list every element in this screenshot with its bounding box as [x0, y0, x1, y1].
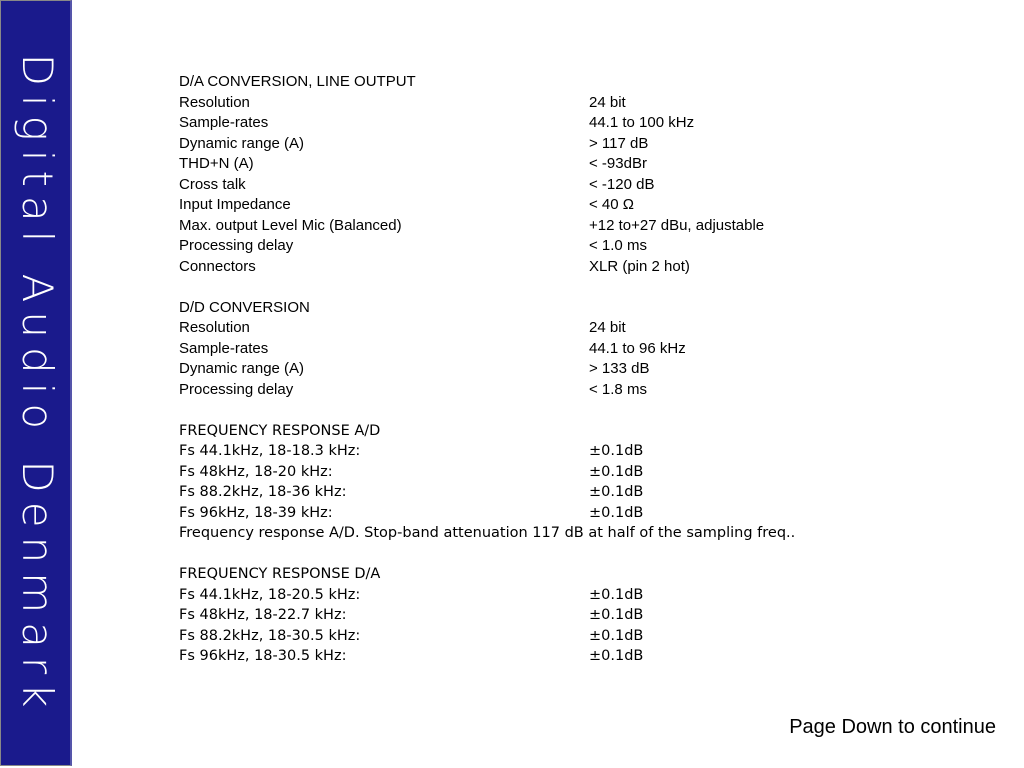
spec-label: Fs 48kHz, 18-20 kHz:	[179, 463, 333, 480]
section-heading-text: FREQUENCY RESPONSE D/A	[179, 566, 381, 582]
spec-label: Fs 44.1kHz, 18-20.5 kHz:	[179, 586, 361, 603]
spec-row	[179, 195, 999, 216]
spec-row	[179, 482, 999, 503]
spec-value: ±0.1dB	[589, 463, 644, 480]
spec-label: Fs 44.1kHz, 18-18.3 kHz:	[179, 443, 361, 459]
spec-row	[179, 216, 999, 237]
section-heading	[179, 421, 999, 442]
spec-row	[179, 462, 999, 483]
spec-row	[179, 318, 999, 339]
spec-label: Connectors	[179, 257, 256, 275]
spec-label: Cross talk	[179, 175, 246, 193]
spec-label: THD+N (A)	[179, 155, 254, 172]
spec-label: Processing delay	[179, 380, 294, 398]
spec-value: < -120 dB	[589, 175, 655, 193]
section-note-text: Frequency response A/D. Stop-band attenuation 117 dB at half of the sampling freq..	[179, 525, 796, 541]
brand-sidebar	[0, 0, 72, 766]
spec-row	[179, 503, 999, 524]
spec-label: Fs 48kHz, 18-22.7 kHz:	[179, 607, 347, 623]
section-spacer	[179, 544, 999, 565]
section-heading-text: D/D CONVERSION	[179, 298, 310, 316]
section-note	[179, 523, 999, 544]
spec-row	[179, 93, 999, 114]
spec-value: ±0.1dB	[589, 607, 644, 623]
section-spacer	[179, 400, 999, 421]
section-heading	[179, 564, 999, 585]
spec-value: > 117 dB	[589, 134, 649, 152]
spec-row	[179, 154, 999, 175]
spec-value: 24 bit	[589, 319, 626, 336]
spec-value: > 133 dB	[589, 360, 650, 377]
spec-value: ±0.1dB	[589, 443, 644, 459]
spec-value: ±0.1dB	[589, 627, 644, 644]
spec-label: Resolution	[179, 93, 250, 111]
spec-row	[179, 236, 999, 257]
spec-row	[179, 175, 999, 196]
section-heading-text: D/A CONVERSION, LINE OUTPUT	[179, 73, 416, 90]
spec-row	[179, 380, 999, 401]
spec-row	[179, 605, 999, 626]
spec-value: XLR (pin 2 hot)	[589, 257, 690, 275]
spec-row	[179, 113, 999, 134]
spec-row	[179, 257, 999, 278]
spec-label: Fs 88.2kHz, 18-36 kHz:	[179, 484, 347, 500]
spec-row	[179, 339, 999, 360]
spec-value: +12 to+27 dBu, adjustable	[589, 216, 765, 234]
spec-value: ±0.1dB	[589, 648, 644, 664]
spec-label: Input Impedance	[179, 196, 291, 213]
spec-label: Dynamic range (A)	[179, 360, 305, 377]
spec-row	[179, 441, 999, 462]
spec-label: Dynamic range (A)	[179, 134, 305, 152]
spec-value: 24 bit	[589, 93, 626, 111]
section-heading	[179, 298, 999, 319]
brand-title: Digital Audio Denmark	[13, 53, 62, 717]
spec-content	[179, 72, 999, 667]
spec-label: Fs 88.2kHz, 18-30.5 kHz:	[179, 627, 361, 644]
spec-label: Sample-rates	[179, 339, 269, 357]
spec-label: Resolution	[179, 319, 250, 336]
spec-label: Fs 96kHz, 18-39 kHz:	[179, 504, 333, 521]
section-heading	[179, 72, 999, 93]
spec-row	[179, 585, 999, 606]
spec-value: ±0.1dB	[589, 484, 644, 500]
spec-value: ±0.1dB	[589, 586, 644, 603]
section-spacer	[179, 277, 999, 298]
spec-label: Max. output Level Mic (Balanced)	[179, 216, 402, 234]
spec-value: < 40 Ω	[589, 196, 634, 213]
spec-value: ±0.1dB	[589, 504, 644, 521]
spec-value: < 1.8 ms	[589, 380, 647, 398]
spec-label: Fs 96kHz, 18-30.5 kHz:	[179, 648, 347, 664]
spec-label: Sample-rates	[179, 114, 269, 131]
spec-row	[179, 626, 999, 647]
section-heading-text: FREQUENCY RESPONSE A/D	[179, 422, 381, 439]
spec-value: < 1.0 ms	[589, 237, 647, 254]
spec-row	[179, 646, 999, 667]
page-down-hint: Page Down to continue	[789, 716, 996, 738]
spec-value: 44.1 to 96 kHz	[589, 339, 686, 357]
spec-row	[179, 359, 999, 380]
spec-value: < -93dBr	[589, 155, 647, 172]
spec-label: Processing delay	[179, 237, 294, 254]
spec-value: 44.1 to 100 kHz	[589, 114, 695, 131]
spec-row	[179, 134, 999, 155]
